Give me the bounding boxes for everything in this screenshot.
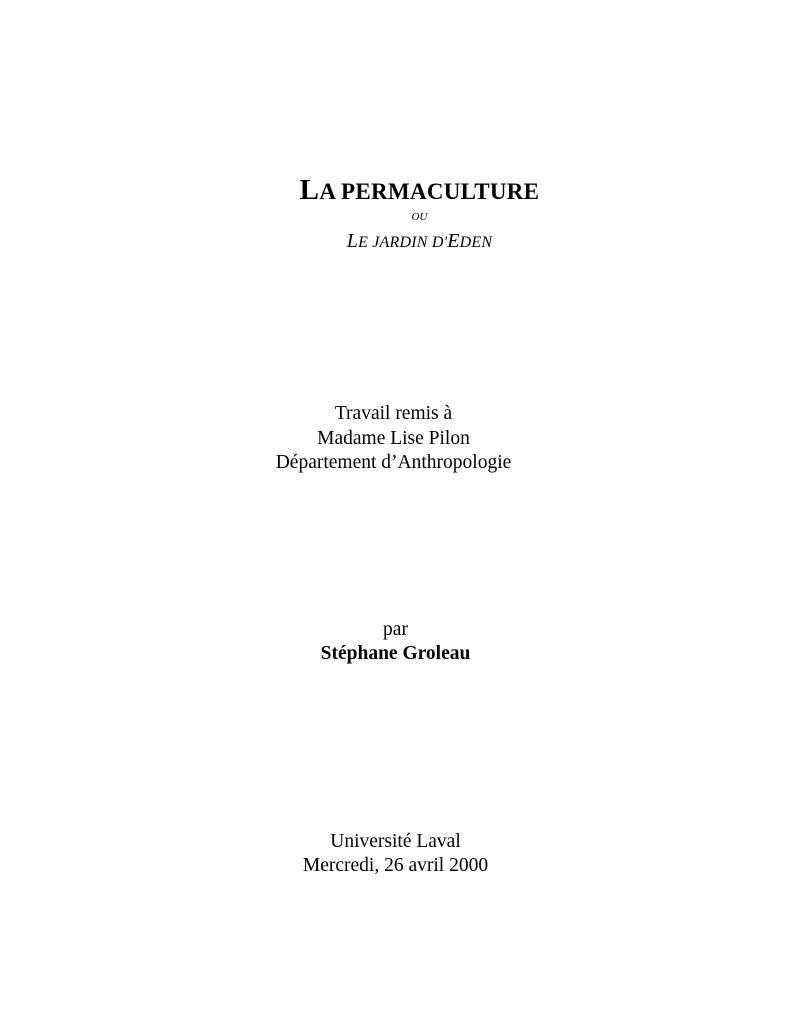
department-name: Département d’Anthropologie xyxy=(275,452,512,473)
title-initial: L xyxy=(299,174,320,206)
title-word2-rest: ERMACULTURE xyxy=(355,179,540,204)
author-name: Stéphane Groleau xyxy=(320,643,471,664)
or-separator: OU xyxy=(411,211,428,223)
submission-date: Mercredi, 26 avril 2000 xyxy=(302,855,489,876)
title-rest: A xyxy=(319,179,342,204)
document-title xyxy=(24,174,791,207)
institution-name: Université Laval xyxy=(330,831,461,852)
by-label: par xyxy=(383,619,408,640)
subtitle-initial: L xyxy=(346,230,359,252)
submission-line: Travail remis à xyxy=(334,403,453,424)
subtitle-rest: E JARDIN D' xyxy=(358,234,448,251)
subtitle-rest-2: DEN xyxy=(459,234,493,251)
recipient-name: Madame Lise Pilon xyxy=(317,428,470,449)
document-subtitle xyxy=(24,230,791,253)
subtitle-initial-2: E xyxy=(447,230,460,252)
title-word2: P xyxy=(341,179,356,204)
